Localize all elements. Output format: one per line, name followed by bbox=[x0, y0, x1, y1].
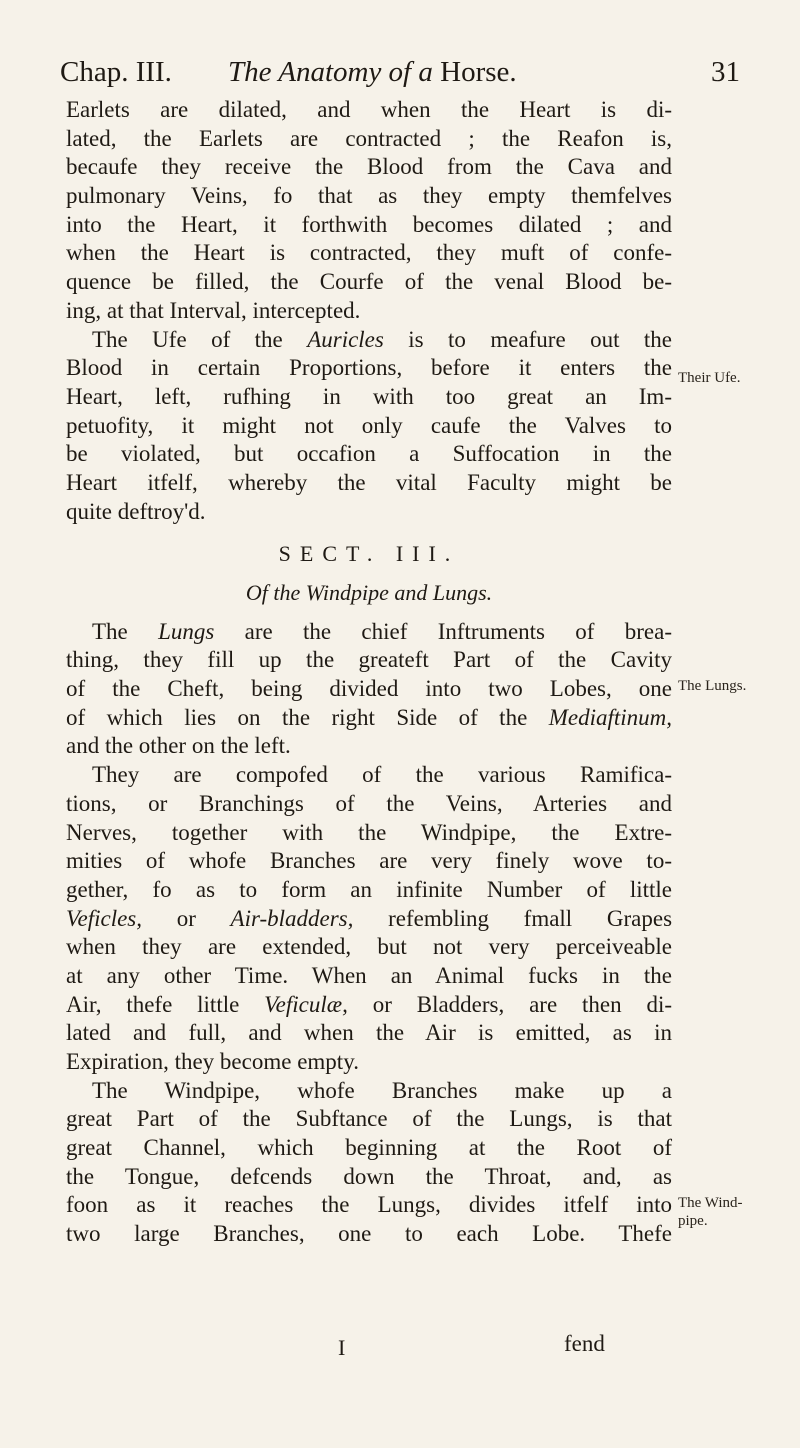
text-line: when they are extended, but not very perceiveable bbox=[66, 934, 672, 960]
text-line bbox=[66, 991, 672, 1020]
text-line: lated, the Earlets are contracted ; the Reafon is, bbox=[66, 125, 672, 151]
text-line: mities of whofe Branches are very finely wove to- bbox=[66, 848, 672, 874]
text-run: are the chief Inftruments of brea- bbox=[244, 618, 673, 644]
text-line: They are compofed of the various Ramifica- bbox=[92, 762, 672, 788]
italic-term: Veficles, bbox=[66, 905, 142, 931]
text-line: quite deftroy'd. bbox=[66, 498, 206, 524]
text-line bbox=[66, 618, 672, 647]
margin-note-their-use: Their Ufe. bbox=[678, 370, 741, 386]
text-line: becaufe they receive the Blood from the Cava and bbox=[66, 154, 672, 180]
text-line: quence be filled, the Courfe of the venal Blood be- bbox=[66, 269, 672, 295]
italic-term: Veficulæ, bbox=[264, 991, 348, 1017]
text-run: or Bladders, are then di- bbox=[372, 991, 673, 1017]
text-line: and the other on the left. bbox=[66, 733, 291, 759]
signature-mark: I bbox=[338, 1335, 346, 1360]
running-title-italic: The Anatomy of a bbox=[228, 56, 433, 88]
text-line: Heart, left, rufhing in with too great an Im- bbox=[66, 383, 672, 409]
text-line: the Tongue, defcends down the Throat, and, as bbox=[66, 1163, 672, 1189]
text-line: petuofity, it might not only caufe the Valves to bbox=[66, 412, 672, 438]
italic-term: Air-bladders, bbox=[230, 905, 354, 931]
text-line: ing, at that Interval, intercepted. bbox=[66, 297, 361, 323]
spacer bbox=[66, 569, 672, 579]
text-line: tions, or Branchings of the Veins, Arteries and bbox=[66, 790, 672, 816]
text-run: or bbox=[176, 905, 196, 931]
margin-note-lungs: The Lungs. bbox=[678, 678, 747, 694]
section-subheading: Of the Windpipe and Lungs. bbox=[245, 580, 493, 605]
spacer bbox=[66, 526, 672, 540]
section-heading: SECT. III. bbox=[278, 541, 460, 567]
catchword: fend bbox=[564, 1331, 605, 1356]
text-run: The bbox=[92, 618, 128, 644]
text-line: two large Branches, one to each Lobe. Thefe bbox=[66, 1221, 672, 1247]
text-run: is to meafure out the bbox=[408, 326, 672, 352]
chapter-label: Chap. III. bbox=[60, 56, 172, 88]
text-run: refembling fmall Grapes bbox=[388, 905, 673, 931]
margin-note-windpipe-2: pipe. bbox=[678, 1213, 708, 1229]
text-run: Air, thefe little bbox=[66, 991, 240, 1017]
text-line: gether, fo as to form an infinite Number of little bbox=[66, 876, 672, 902]
italic-term: Lungs bbox=[158, 618, 215, 644]
running-title bbox=[228, 52, 517, 92]
text-line: Expiration, they become empty. bbox=[66, 1049, 359, 1074]
text-line: of the Cheft, being divided into two Lobes, one bbox=[66, 676, 672, 702]
text-line: Blood in certain Proportions, before it enters the bbox=[66, 355, 672, 381]
running-header bbox=[60, 52, 740, 92]
text-line: foon as it reaches the Lungs, divides itfelf into bbox=[66, 1192, 672, 1218]
italic-term: Auricles bbox=[307, 326, 384, 352]
body-text bbox=[66, 96, 672, 1249]
margin-note-windpipe-1: The Wind- bbox=[678, 1195, 743, 1211]
spacer bbox=[66, 608, 672, 618]
running-title-end: Horse. bbox=[440, 56, 517, 88]
text-line: Heart itfelf, whereby the vital Faculty might be bbox=[66, 469, 672, 495]
page-number: 31 bbox=[711, 56, 740, 88]
text-line: lated and full, and when the Air is emitted, as in bbox=[66, 1020, 672, 1046]
text-line bbox=[66, 704, 672, 733]
text-line: into the Heart, it forthwith becomes dilated ; and bbox=[66, 211, 672, 237]
text-line: pulmonary Veins, fo that as they empty themfelves bbox=[66, 183, 672, 209]
text-line bbox=[66, 905, 672, 934]
text-line: at any other Time. When an Animal fucks in the bbox=[66, 962, 672, 988]
text-line: great Channel, which beginning at the Root of bbox=[66, 1135, 672, 1161]
text-line: great Part of the Subftance of the Lungs, is that bbox=[66, 1106, 672, 1132]
text-line: Earlets are dilated, and when the Heart is di- bbox=[66, 97, 672, 122]
text-line: be violated, but occafion a Suffocation in the bbox=[66, 441, 672, 467]
text-line bbox=[66, 326, 672, 355]
text-line: Nerves, together with the Windpipe, the Extre- bbox=[66, 819, 672, 845]
text-line: thing, they fill up the greateft Part of the Cavity bbox=[66, 647, 672, 673]
italic-term: Mediaftinum, bbox=[548, 704, 673, 730]
text-run: The Ufe of the bbox=[92, 326, 283, 352]
text-line: when the Heart is contracted, they muft of confe- bbox=[66, 240, 672, 266]
text-line: The Windpipe, whofe Branches make up a bbox=[92, 1077, 672, 1103]
text-run: of which lies on the right Side of the bbox=[66, 704, 528, 730]
